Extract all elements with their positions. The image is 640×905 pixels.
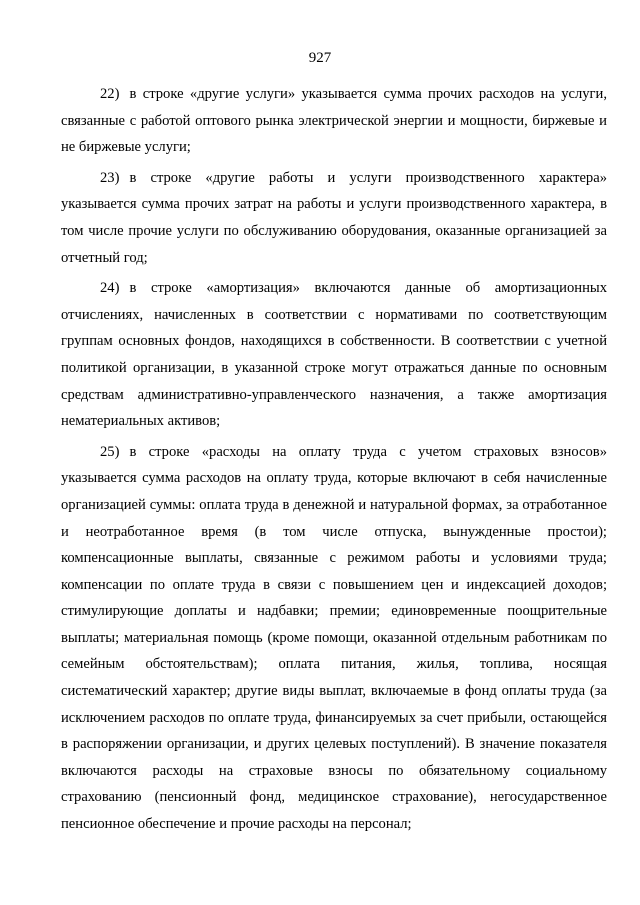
page-number: 927 bbox=[308, 50, 332, 66]
item-number: 24) bbox=[100, 280, 120, 297]
item-number: 25) bbox=[100, 443, 120, 460]
paragraph-text: в строке «другие работы и услуги производственного характера» указывается сумма прочих затрат на работы и услуги производственного характера, в том числе прочие услуги по обслуживанию оборудования, оказанные организацией за отчетный год; bbox=[61, 169, 607, 266]
paragraph-text: в строке «другие услуги» указывается сумма прочих расходов на услуги, связанные с работой оптового рынка электрической энергии и мощности, биржевые и не биржевые услуги; bbox=[61, 86, 607, 156]
paragraph-22 bbox=[61, 81, 607, 161]
item-number: 22) bbox=[100, 86, 120, 102]
paragraph-text: в строке «расходы на оплату труда с учетом страховых взносов» указывается сумма расходов на оплату труда, которые включают в себя начисленные организацией суммы: оплата труда в денежной и натуральной формах, за отработанное и неотработанное время (в том числе отпуска, вынужденные простои); компенсационные выплаты, связанные с режимом работы и условиями труда; компенсации по оплате труда в связи с повышением цен и индексацией доходов; стимулирующие доплаты и надбавки; премии; единовременные поощрительные выплаты; материальная помощь (кроме помощи, оказанной отдельным работникам по семейным обстоятельствам); оплата питания, жилья, топлива, носящая систематический характер; другие виды выплат, включаемые в фонд оплаты труда (за исключением расходов по оплате труда, финансируемых за счет прибыли, остающейся в распоряжении организации, и других целевых поступлений). В значение показателя включаются расходы на страховые взносы по обязательному социальному страхованию (пенсионный фонд, медицинское страхование), негосударственное пенсионное обеспечение и прочие расходы на персонал; bbox=[61, 443, 607, 833]
paragraph-24 bbox=[61, 275, 607, 435]
paragraph-25 bbox=[61, 439, 607, 838]
document-body bbox=[61, 81, 607, 842]
item-number: 23) bbox=[100, 169, 120, 186]
paragraph-text: в строке «амортизация» включаются данные об амортизационных отчислениях, начисленных в соответствии с нормативами по соответствующим группам основных фондов, находящихся в собственности. В соответствии с учетной политикой организации, в указанной строке могут отражаться данные по основным средствам административно-управленческого назначения, а также амортизация нематериальных активов; bbox=[61, 280, 607, 430]
paragraph-23 bbox=[61, 165, 607, 271]
